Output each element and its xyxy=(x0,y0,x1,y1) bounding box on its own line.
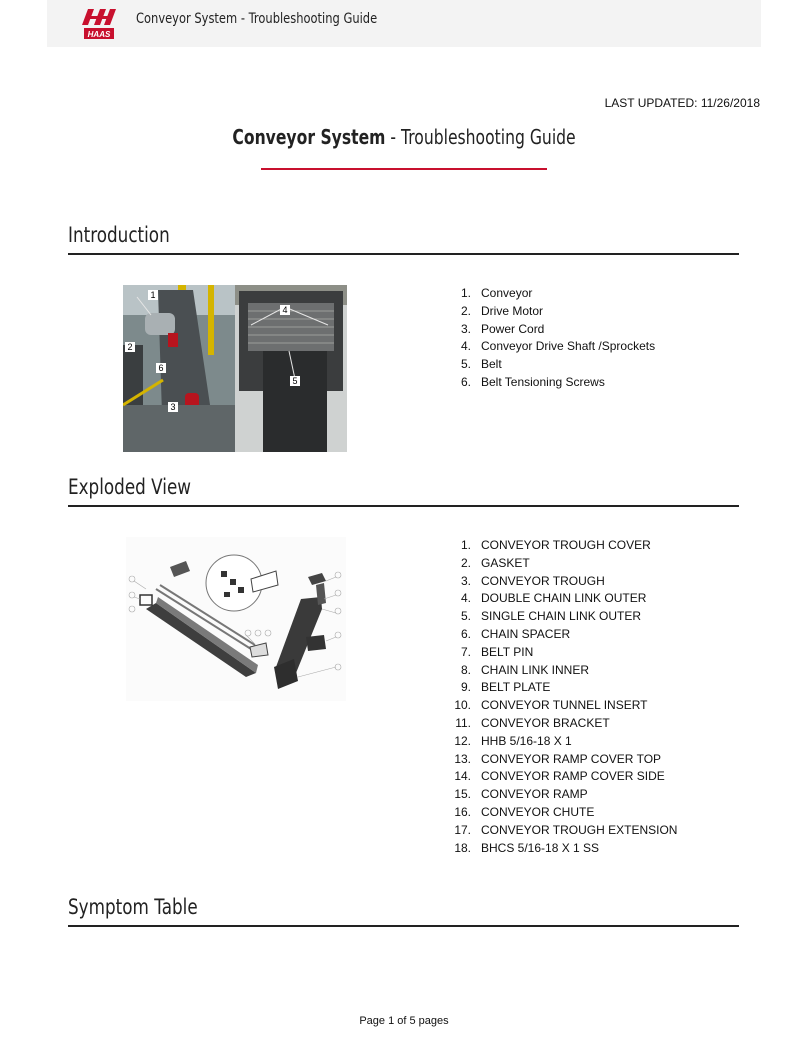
list-item-label: CHAIN LINK INNER xyxy=(481,662,590,677)
list-item-number: 5. xyxy=(460,357,471,372)
list-item-label: BELT PIN xyxy=(481,644,534,659)
list-item xyxy=(452,786,677,804)
list-item-label: DOUBLE CHAIN LINK OUTER xyxy=(481,591,647,606)
list-item xyxy=(452,733,677,751)
list-item xyxy=(452,356,655,374)
list-item-number: 15. xyxy=(454,787,471,802)
list-item xyxy=(452,590,677,608)
list-item-label: CONVEYOR TROUGH COVER xyxy=(481,538,651,552)
list-item-number: 6. xyxy=(460,374,471,389)
list-item xyxy=(452,644,677,662)
svg-text:6: 6 xyxy=(158,363,164,373)
svg-text:HAAS: HAAS xyxy=(87,30,111,39)
exploded-view-diagram xyxy=(126,537,346,701)
title-bold: Conveyor System xyxy=(232,125,386,149)
list-item xyxy=(452,840,677,858)
list-item-label: CONVEYOR RAMP xyxy=(481,787,588,802)
last-updated: LAST UPDATED: 11/26/2018 xyxy=(604,96,760,110)
list-item-number: 7. xyxy=(460,644,471,659)
list-item xyxy=(452,303,655,321)
list-item xyxy=(452,285,655,303)
list-item-label: Power Cord xyxy=(481,321,545,336)
list-item-label: GASKET xyxy=(481,555,530,570)
exploded-view-rule xyxy=(68,505,739,507)
page-footer: Page 1 of 5 pages xyxy=(359,1015,449,1027)
list-item-label: BELT PLATE xyxy=(481,680,551,695)
list-item-number: 4. xyxy=(460,591,471,606)
list-item-label: Drive Motor xyxy=(481,303,544,318)
list-item-label: CONVEYOR TROUGH EXTENSION xyxy=(481,822,678,837)
list-item-label: CONVEYOR CHUTE xyxy=(481,804,595,819)
list-item-number: 14. xyxy=(454,769,471,784)
list-item xyxy=(452,751,677,769)
list-item xyxy=(452,662,677,680)
list-item-number: 11. xyxy=(455,715,471,730)
list-item-label: SINGLE CHAIN LINK OUTER xyxy=(481,609,642,624)
list-item-label: Belt xyxy=(481,357,502,372)
list-item xyxy=(452,679,677,697)
header-title: Conveyor System - Troubleshooting Guide xyxy=(136,11,378,27)
list-item-label: CONVEYOR TUNNEL INSERT xyxy=(481,698,648,713)
list-item-number: 5. xyxy=(460,609,471,624)
svg-text:4: 4 xyxy=(282,305,288,315)
list-item xyxy=(452,822,677,840)
exploded-view-list xyxy=(452,537,677,857)
list-item-label: CONVEYOR RAMP COVER TOP xyxy=(481,751,662,766)
list-item xyxy=(452,338,655,356)
list-item-number: 1. xyxy=(460,286,471,300)
list-item xyxy=(452,697,677,715)
list-item xyxy=(452,608,677,626)
introduction-heading: Introduction xyxy=(68,223,170,247)
list-item-label: Belt Tensioning Screws xyxy=(481,374,605,389)
list-item-number: 12. xyxy=(454,733,471,748)
list-item-number: 3. xyxy=(460,321,471,336)
svg-text:1: 1 xyxy=(150,290,156,300)
list-item-number: 17. xyxy=(454,822,471,837)
list-item-number: 4. xyxy=(460,339,471,354)
list-item-label: HHB 5/16-18 X 1 xyxy=(481,733,572,748)
list-item-number: 2. xyxy=(460,555,471,570)
introduction-rule xyxy=(68,253,739,255)
svg-text:3: 3 xyxy=(170,402,176,412)
list-item xyxy=(452,555,677,573)
list-item-number: 10. xyxy=(454,698,471,713)
list-item-label: Conveyor Drive Shaft /Sprockets xyxy=(481,339,656,354)
list-item-number: 16. xyxy=(454,804,471,819)
symptom-table-rule xyxy=(68,925,739,927)
page-title xyxy=(0,125,808,149)
svg-text:5: 5 xyxy=(292,376,298,386)
list-item xyxy=(452,804,677,822)
list-item xyxy=(452,537,677,555)
title-rest: - Troubleshooting Guide xyxy=(385,125,576,149)
list-item xyxy=(452,374,655,392)
list-item xyxy=(452,321,655,339)
list-item-label: Conveyor xyxy=(481,286,533,300)
list-item-number: 13. xyxy=(454,751,471,766)
list-item-label: BHCS 5/16-18 X 1 SS xyxy=(481,840,600,855)
list-item-number: 2. xyxy=(460,303,471,318)
list-item-number: 3. xyxy=(460,573,471,588)
list-item-label: CONVEYOR TROUGH xyxy=(481,573,605,588)
list-item-number: 6. xyxy=(460,626,471,641)
list-item-number: 1. xyxy=(460,538,471,552)
svg-text:2: 2 xyxy=(127,342,133,352)
introduction-list xyxy=(452,285,655,392)
symptom-table-heading: Symptom Table xyxy=(68,895,198,919)
title-underline xyxy=(261,168,547,170)
list-item-number: 18. xyxy=(454,840,471,855)
list-item-number: 9. xyxy=(460,680,471,695)
list-item-label: CONVEYOR RAMP COVER SIDE xyxy=(481,769,665,784)
haas-logo xyxy=(80,7,116,41)
list-item xyxy=(452,626,677,644)
list-item xyxy=(452,573,677,591)
list-item xyxy=(452,715,677,733)
list-item xyxy=(452,768,677,786)
list-item-label: CHAIN SPACER xyxy=(481,626,571,641)
conveyor-photo xyxy=(123,285,347,452)
list-item-number: 8. xyxy=(460,662,471,677)
exploded-view-heading: Exploded View xyxy=(68,475,192,499)
list-item-label: CONVEYOR BRACKET xyxy=(481,715,610,730)
